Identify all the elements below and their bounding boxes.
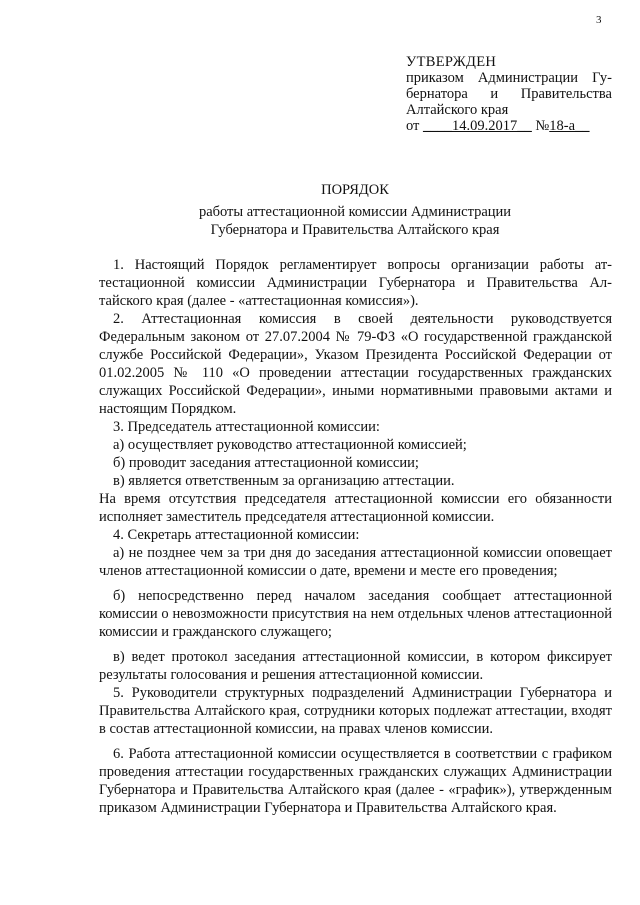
- document-subtitle-line-2: Губернатора и Правительства Алтайского края: [210, 222, 500, 238]
- approval-number-prefix: №: [535, 118, 550, 134]
- approval-line-2: бернатора и Правительства: [406, 86, 612, 102]
- approval-line-1: приказом Администрации Гу-: [406, 70, 612, 86]
- approval-stamp: [406, 54, 612, 134]
- document-body: [99, 256, 612, 817]
- paragraph-3b: б) проводит заседания аттестационной комиссии;: [113, 455, 419, 471]
- approval-date-line: [406, 118, 612, 134]
- paragraph-6: 6. Работа аттестационной комиссии осуществляется в соответствии с графиком проведения аттестации государственных гражданских служащих Администрации Губернатора и Правительства Алтайского края (далее - «график»), утвержденным приказом Администрации Губернатора и Правительства Алтайского края.: [99, 746, 612, 816]
- paragraph-3-note: На время отсутствия председателя аттестационной комиссии его обязанности исполняет заместитель председателя аттестационной комиссии.: [99, 491, 612, 525]
- approval-number: 18-а__: [549, 118, 590, 134]
- approval-date-prefix: от: [406, 118, 420, 134]
- approval-date: ____14.09.2017__: [423, 118, 532, 134]
- approval-line-3: Алтайского края: [406, 102, 509, 118]
- page-number: 3: [596, 14, 602, 26]
- document-subtitle-line-1: работы аттестационной комиссии Администрации: [198, 204, 512, 220]
- paragraph-4c: в) ведет протокол заседания аттестационной комиссии, в котором фиксирует результаты голосования и решения аттестационной комиссии.: [99, 649, 612, 683]
- approval-title: УТВЕРЖДЕН: [406, 54, 497, 70]
- paragraph-2: 2. Аттестационная комиссия в своей деятельности руководствуется Федеральным законом от 27.07.2004 № 79-ФЗ «О государственной гражданской службе Российской Федерации», Указом Президента Российской Федерации от 01.02.2005 № 110 «О проведении аттестации государственных гражданских служащих Российской Федерации», иными нормативными правовыми актами и настоящим Порядком.: [99, 311, 612, 417]
- document-header: [100, 181, 610, 239]
- paragraph-4: 4. Секретарь аттестационной комиссии:: [113, 527, 360, 543]
- paragraph-4a: а) не позднее чем за три дня до заседания аттестационной комиссии оповещает членов аттестационной комиссии о дате, времени и месте его проведения;: [99, 545, 612, 579]
- paragraph-3c: в) является ответственным за организацию аттестации.: [113, 473, 455, 489]
- document-title: ПОРЯДОК: [321, 182, 389, 198]
- paragraph-4b: б) непосредственно перед началом заседания сообщает аттестационной комиссии о невозможности присутствия на нем отдельных членов аттестационной комиссии и гражданского служащего;: [99, 588, 612, 640]
- paragraph-1: 1. Настоящий Порядок регламентирует вопросы организации работы аттестационной комиссии Администрации Губернатора и Правительства Алтайского края (далее - «аттестационная комиссия»).: [99, 257, 612, 309]
- paragraph-3a: а) осуществляет руководство аттестационной комиссией;: [113, 437, 467, 453]
- paragraph-3: 3. Председатель аттестационной комиссии:: [113, 419, 380, 435]
- paragraph-5: 5. Руководители структурных подразделений Администрации Губернатора и Правительства Алтайского края, сотрудники которых подлежат аттестации, входят в состав аттестационной комиссии, на правах членов комиссии.: [99, 685, 612, 737]
